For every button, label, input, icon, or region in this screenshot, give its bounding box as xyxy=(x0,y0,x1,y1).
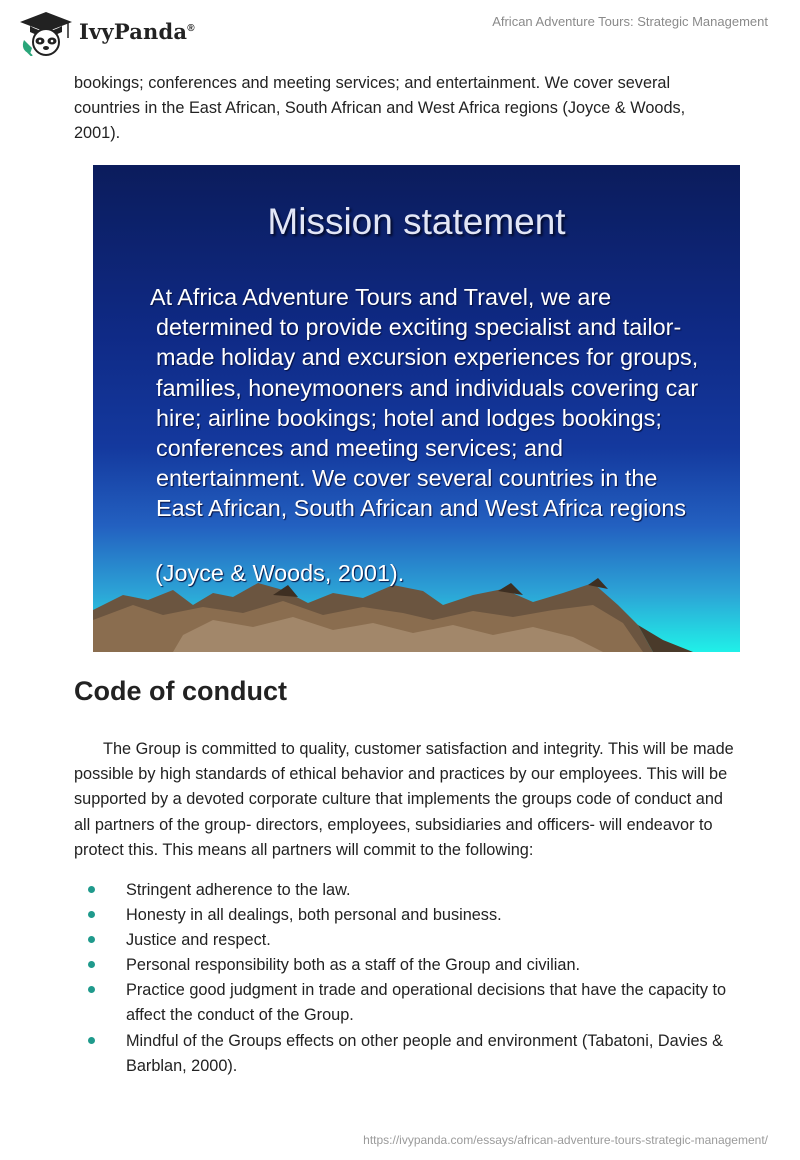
list-item: Personal responsibility both as a staff of the Group and civilian. xyxy=(74,953,734,978)
bullet-icon xyxy=(88,961,95,968)
slide-body-text xyxy=(150,282,710,524)
mission-statement-slide xyxy=(93,165,740,652)
bullet-icon xyxy=(88,886,95,893)
slide-body-first-line: At Africa Adventure Tours and Travel, we are xyxy=(150,284,612,310)
document-title: African Adventure Tours: Strategic Management xyxy=(492,14,768,29)
section-heading: Code of conduct xyxy=(74,676,287,706)
slide-citation: (Joyce & Woods, 2001). xyxy=(155,560,405,586)
list-item: Stringent adherence to the law. xyxy=(74,878,734,903)
intro-paragraph: bookings; conferences and meeting services; and entertainment. We cover several countries in the East African, South African and West Africa regions (Joyce & Woods, 2001). xyxy=(74,74,686,143)
bullet-icon xyxy=(88,1037,95,1044)
slide-body-rest: determined to provide exciting specialist and tailor-made holiday and excursion experiences for groups, families, honeymooners and individuals covering car hire; airline bookings; hotel and lodges bookings; conferences and meeting services; and entertainment. We cover several countries in the East African, South African and West Africa regions xyxy=(156,314,699,522)
commitment-list xyxy=(74,878,734,1079)
bullet-icon xyxy=(88,936,95,943)
footer-source-link[interactable]: https://ivypanda.com/essays/african-adventure-tours-strategic-management/ xyxy=(363,1133,768,1147)
bullet-icon xyxy=(88,986,95,993)
list-item: Mindful of the Groups effects on other people and environment (Tabatoni, Davies & Barblan, 2000). xyxy=(74,1029,734,1079)
page-header xyxy=(0,0,800,70)
list-item: Honesty in all dealings, both personal and business. xyxy=(74,903,734,928)
bullet-icon xyxy=(88,911,95,918)
panda-graduate-logo-icon[interactable] xyxy=(16,10,76,56)
brand-name[interactable]: IvyPanda® xyxy=(79,19,195,44)
code-of-conduct-paragraph: The Group is committed to quality, customer satisfaction and integrity. This will be made possible by high standards of ethical behavior and practices by our employees. This will be supported by a devoted corporate culture that implements the groups code of conduct and all partners of the group- directors, employees, subsidiaries and officers- will endeavor to protect this. This means all partners will commit to the following: xyxy=(74,740,734,859)
list-item: Practice good judgment in trade and operational decisions that have the capacity to affect the conduct of the Group. xyxy=(74,978,734,1028)
list-item: Justice and respect. xyxy=(74,928,734,953)
slide-title: Mission statement xyxy=(267,201,566,242)
